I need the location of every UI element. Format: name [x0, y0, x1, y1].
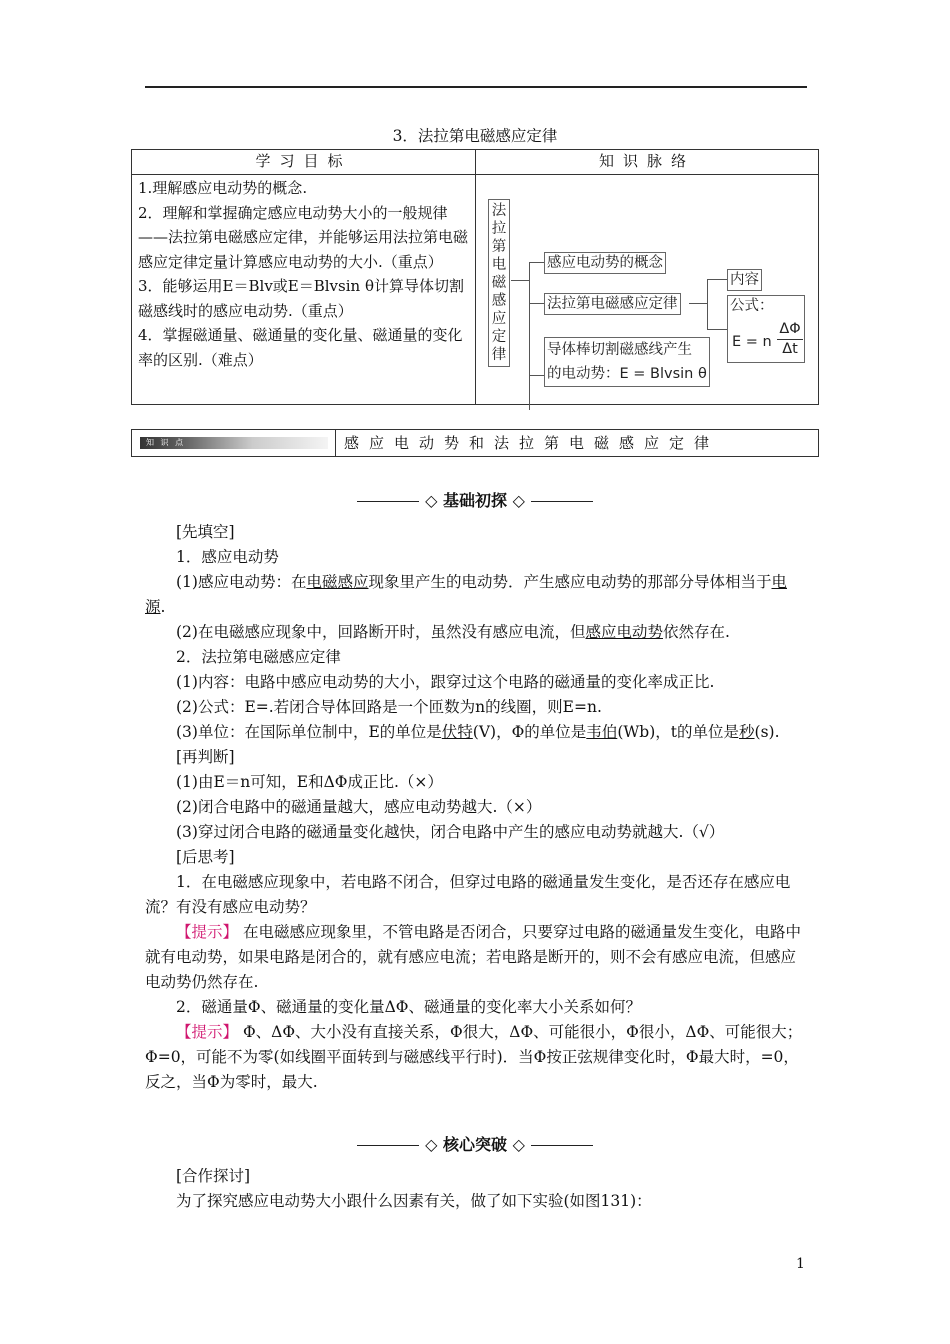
map-node-law: 法拉第电磁感应定律: [544, 293, 681, 315]
objectives-table: [131, 149, 819, 405]
map-node-concept: 感应电动势的概念: [544, 252, 666, 274]
page-title: 3．法拉第电磁感应定律: [392, 127, 558, 145]
goals-list: [132, 175, 476, 405]
map-node-cutting: 导体棒切割磁感线产生 的电动势：E = Blvsin θ: [544, 337, 710, 387]
goal-item: 2．理解和掌握确定感应电动势大小的一般规律——法拉第电磁感应定律，并能够运用法拉第电磁感应定律定量计算感应电动势的大小.（重点）: [138, 203, 469, 271]
basics-content: [先填空] 1．感应电动势 (1)感应电动势：在电磁感应现象里产生的电动势．产生感应电动势的那部分导体相当于电源. (2)在电磁感应现象中，回路断开时，虽然没有感应电流，但感应电动势依然存在. 2．法拉第电磁感应定律 (1)内容：电路中感应电动势的大小，跟穿过这个电路的磁通量的变化率成正比. (2)公式：E=.若闭合导体回路是一个匝数为n的线圈，则E=n. (3)单位：在国际单位制中，E的单位是伏特(V)，Φ的单位是韦伯(Wb)，t的单位是秒(s). [再判断] (1)由E＝n可知，E和ΔΦ成正比.（×） (2)闭合电路中的磁通量越大，感应电动势越大.（×） (3)穿过闭合电路的磁通量变化越快，闭合电路中产生的感应电动势就越大.（√） [后思考] 1．在电磁感应现象中，若电路不闭合，但穿过电路的磁通量发生变化，是否还存在感应电流？有没有感应电动势？ 【提示】 在电磁感应现象里，不管电路是否闭合，只要穿过电路的磁通量发生变化，电路中就有电动势，如果电路是闭合的，就有感应电流；若电路是断开的，则不会有感应电流，但感应电动势仍然存在. 2．磁通量Φ、磁通量的变化量ΔΦ、磁通量的变化率大小关系如何？ 【提示】 Φ、ΔΦ、大小没有直接关系，Φ很大，ΔΦ、可能很小，Φ很小，ΔΦ、可能很大；Φ=0，可能不为零(如线圈平面转到与磁感线平行时)．当Φ按正弦规律变化时，Φ最大时，=0，反之，当Φ为零时，最大.: [145, 523, 803, 1091]
hint-label: 【提示】: [176, 923, 239, 941]
header-rule: [145, 86, 807, 88]
map-sub-formula: 公式： E = n ΔΦ Δt: [727, 295, 805, 363]
knowledge-title: 感应电动势和法拉第电磁感应定律: [344, 434, 720, 452]
hint-label: 【提示】: [176, 1023, 239, 1041]
goal-item: 1.理解感应电动势的概念.: [138, 179, 308, 197]
knowledge-point-bar: [131, 429, 819, 457]
goal-item: 4．掌握磁通量、磁通量的变化量、磁通量的变化率的区别.（难点）: [138, 326, 463, 369]
knowledge-map: [476, 175, 819, 405]
page-number: 1: [796, 1256, 805, 1272]
knowledge-tag: 知 识 点: [146, 438, 186, 447]
goals-header: 学习目标: [132, 150, 476, 175]
core-content: [合作探讨] 为了探究感应电动势大小跟什么因素有关，做了如下实验(如图131)：: [176, 1167, 652, 1210]
goal-item: 3．能够运用E＝Blv或E＝Blvsin θ计算导体切割磁感线时的感应电动势.（重点）: [138, 277, 464, 320]
map-sub-content: 内容: [727, 269, 762, 291]
map-root: 法拉第电磁感应定律: [488, 199, 510, 367]
section-heading-basics: ◇ 基础初探 ◇: [0, 488, 950, 511]
section-heading-core: ◇ 核心突破 ◇: [0, 1132, 950, 1155]
map-header: 知识脉络: [476, 150, 819, 175]
